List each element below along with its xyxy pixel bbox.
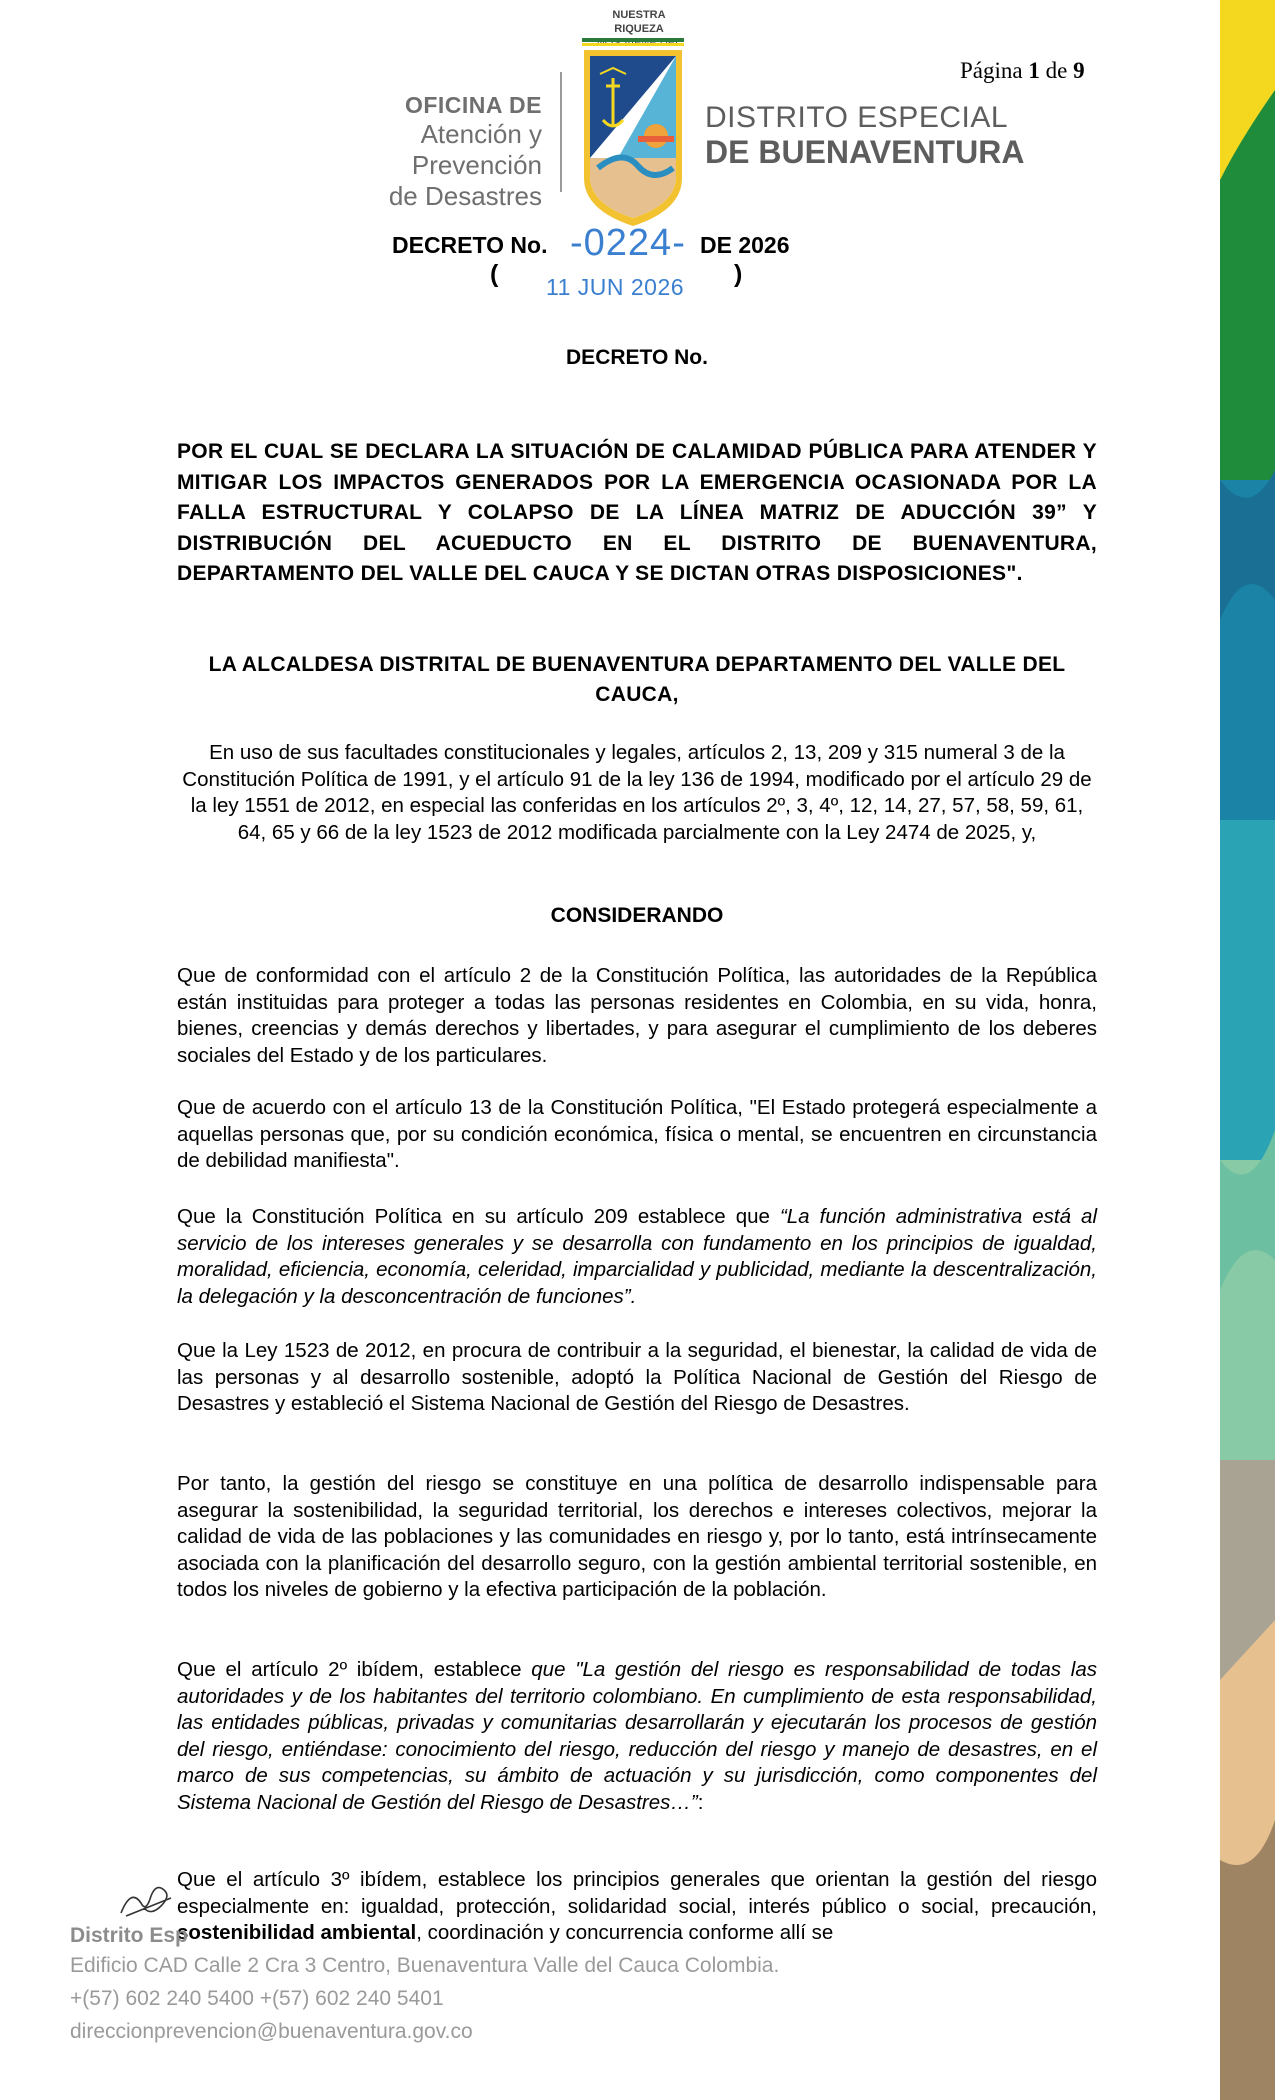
footer-entity: Distrito Esp (70, 1924, 188, 1947)
paragraph-article-2-ibidem-quote: que "La gestión del riesgo es responsabilidad de todas las autoridades y de los habitantes del territorio colombiano. En cumplimiento de esta responsabilidad, las entidades públicas, privadas y comunitarias desarrollarán y ejecutarán los procesos de gestión del riesgo, entiéndase: conocimiento del riesgo, reducción del riesgo y manejo de desastres, en el marco de sus competencias, su ámbito de actuación y su jurisdicción, como componentes del Sistema Nacional de Gestión del Riesgo de Desastres…” (177, 1658, 1097, 1814)
district-line-1: DISTRITO ESPECIAL (705, 101, 1009, 134)
footer-phones: +(57) 602 240 5400 +(57) 602 240 5401 (70, 1987, 444, 2010)
decree-title: POR EL CUAL SE DECLARA LA SITUACIÓN DE CALAMIDAD PÚBLICA PARA ATENDER Y MITIGAR LOS IMPACTOS GENERADOS POR LA EMERGENCIA OCASIONADA POR LA FALLA ESTRUCTURAL Y COLAPSO DE LA LÍNEA MATRIZ DE ADUCCIÓN 39” Y DISTRIBUCIÓN DEL ACUEDUCTO EN EL DISTRITO DE BUENAVENTURA, DEPARTAMENTO DEL VALLE DEL CAUCA Y SE DICTAN OTRAS DISPOSICIONES". (177, 440, 1097, 585)
decree-date-stamp: 11 JUN 2026 (546, 274, 685, 300)
page-number (960, 58, 1085, 84)
paragraph-article-209-quote: “La función administrativa está al servicio de los intereses generales y se desarrolla con fundamento en los principios de igualdad, moralidad, eficiencia, economía, celeridad, imparcialidad y publicidad, mediante la descentralización, la delegación y la desconcentración de funciones”. (177, 1205, 1097, 1308)
considerando-heading: CONSIDERANDO (550, 904, 724, 927)
paragraph-article-3-bold: sostenibilidad ambiental (177, 1921, 417, 1944)
paragraph-article-2: Que de conformidad con el artículo 2 de la Constitución Política, las autoridades de la República están instituidas para proteger a todas las personas residentes en Colombia, en su vida, honra, bienes, creencias y demás derechos y libertades, y para asegurar el cumplimiento de los deberes sociales del Estado y de los particulares. (177, 964, 1097, 1067)
office-line-3: de Desastres (388, 181, 542, 211)
paragraph-article-2-ibidem-tail: : (697, 1790, 704, 1814)
page-of: de (1045, 58, 1068, 83)
paragraph-article-3-lead: Que el artículo 3º ibídem, establece los principios generales que orientan la gestión del riesgo especialmente en: igualdad, protección, solidaridad social, interés público o social, precaución, (177, 1868, 1097, 1918)
motto-line-1: NUESTRA RIQUEZA (612, 9, 666, 35)
office-line-2: Atención y Prevención (411, 119, 542, 180)
powers-paragraph: En uso de sus facultades constitucionales y legales, artículos 2, 13, 209 y 315 numeral 3 de la Constitución Política de 1991, y el artículo 91 de la ley 136 de 1994, modificado por el artículo 29 de la ley 1551 de 2012, en especial las conferidas en los artículos 2º, 3, 4º, 12, 14, 27, 57, 58, 59, 61, 64, 65 y 66 de la ley 1523 de 2012 modificada parcialmente con la Ley 2474 de 2025, y, (182, 741, 1092, 844)
paragraph-article-3-ibidem (177, 1867, 1097, 1947)
district-line-2: DE BUENAVENTURA (705, 134, 1025, 170)
paragraph-risk-policy: Por tanto, la gestión del riesgo se constituye en una política de desarrollo indispensable para asegurar la sostenibilidad, la seguridad territorial, los derechos e intereses colectivos, mejorar la calidad de vida de las poblaciones y las comunidades en riesgo y, por lo tanto, está intrínsecamente asociada con la planificación del desarrollo seguro, con la gestión ambiental territorial sostenible, en todos los niveles de gobierno y la efectiva participación de la población. (177, 1472, 1097, 1601)
page-label: Página (960, 58, 1023, 83)
decree-heading: DECRETO No. (566, 346, 708, 369)
office-logo-text (290, 92, 542, 212)
office-line-1: OFICINA DE (404, 92, 542, 118)
paragraph-article-2-ibidem (177, 1657, 1097, 1816)
signature-icon (116, 1878, 176, 1923)
paragraph-law-1523: Que la Ley 1523 de 2012, en procura de contribuir a la seguridad, el bienestar, la calidad de vida de las personas y al desarrollo sostenible, adoptó la Política Nacional de Gestión del Riesgo de Desastres y estableció el Sistema Nacional de Gestión del Riesgo de Desastres. (177, 1339, 1097, 1415)
footer-email[interactable]: direccionprevencion@buenaventura.gov.co (70, 2020, 473, 2043)
date-paren-open: ( (490, 260, 499, 288)
decree-number-stamp: -0224- (570, 222, 686, 264)
logo-divider (560, 72, 562, 192)
decree-label: DECRETO No. (392, 232, 548, 258)
authority-heading: LA ALCALDESA DISTRITAL DE BUENAVENTURA DEPARTAMENTO DEL VALLE DEL CAUCA, (208, 653, 1066, 706)
paragraph-article-3-tail: , coordinación y concurrencia conforme allí se (416, 1921, 834, 1944)
paragraph-article-209 (177, 1204, 1097, 1310)
district-name (705, 102, 1024, 170)
footer-address: Edificio CAD Calle 2 Cra 3 Centro, Buenaventura Valle del Cauca Colombia. (70, 1954, 780, 1977)
paragraph-article-209-lead: Que la Constitución Política en su artículo 209 establece que (177, 1205, 780, 1228)
paragraph-article-13: Que de acuerdo con el artículo 13 de la Constitución Política, "El Estado protegerá especialmente a aquellas personas que, por su condición económica, física o mental, se encuentren en circunstancia de debilidad manifiesta". (177, 1096, 1097, 1172)
coat-of-arms-shield-icon (578, 38, 688, 228)
page-total: 9 (1073, 58, 1085, 83)
decree-year: DE 2026 (700, 232, 790, 258)
date-paren-close: ) (734, 260, 743, 288)
paragraph-article-2-ibidem-lead: Que el artículo 2º ibídem, establece (177, 1658, 532, 1681)
decorative-color-stripe (1220, 0, 1275, 2100)
page-current: 1 (1028, 58, 1040, 83)
